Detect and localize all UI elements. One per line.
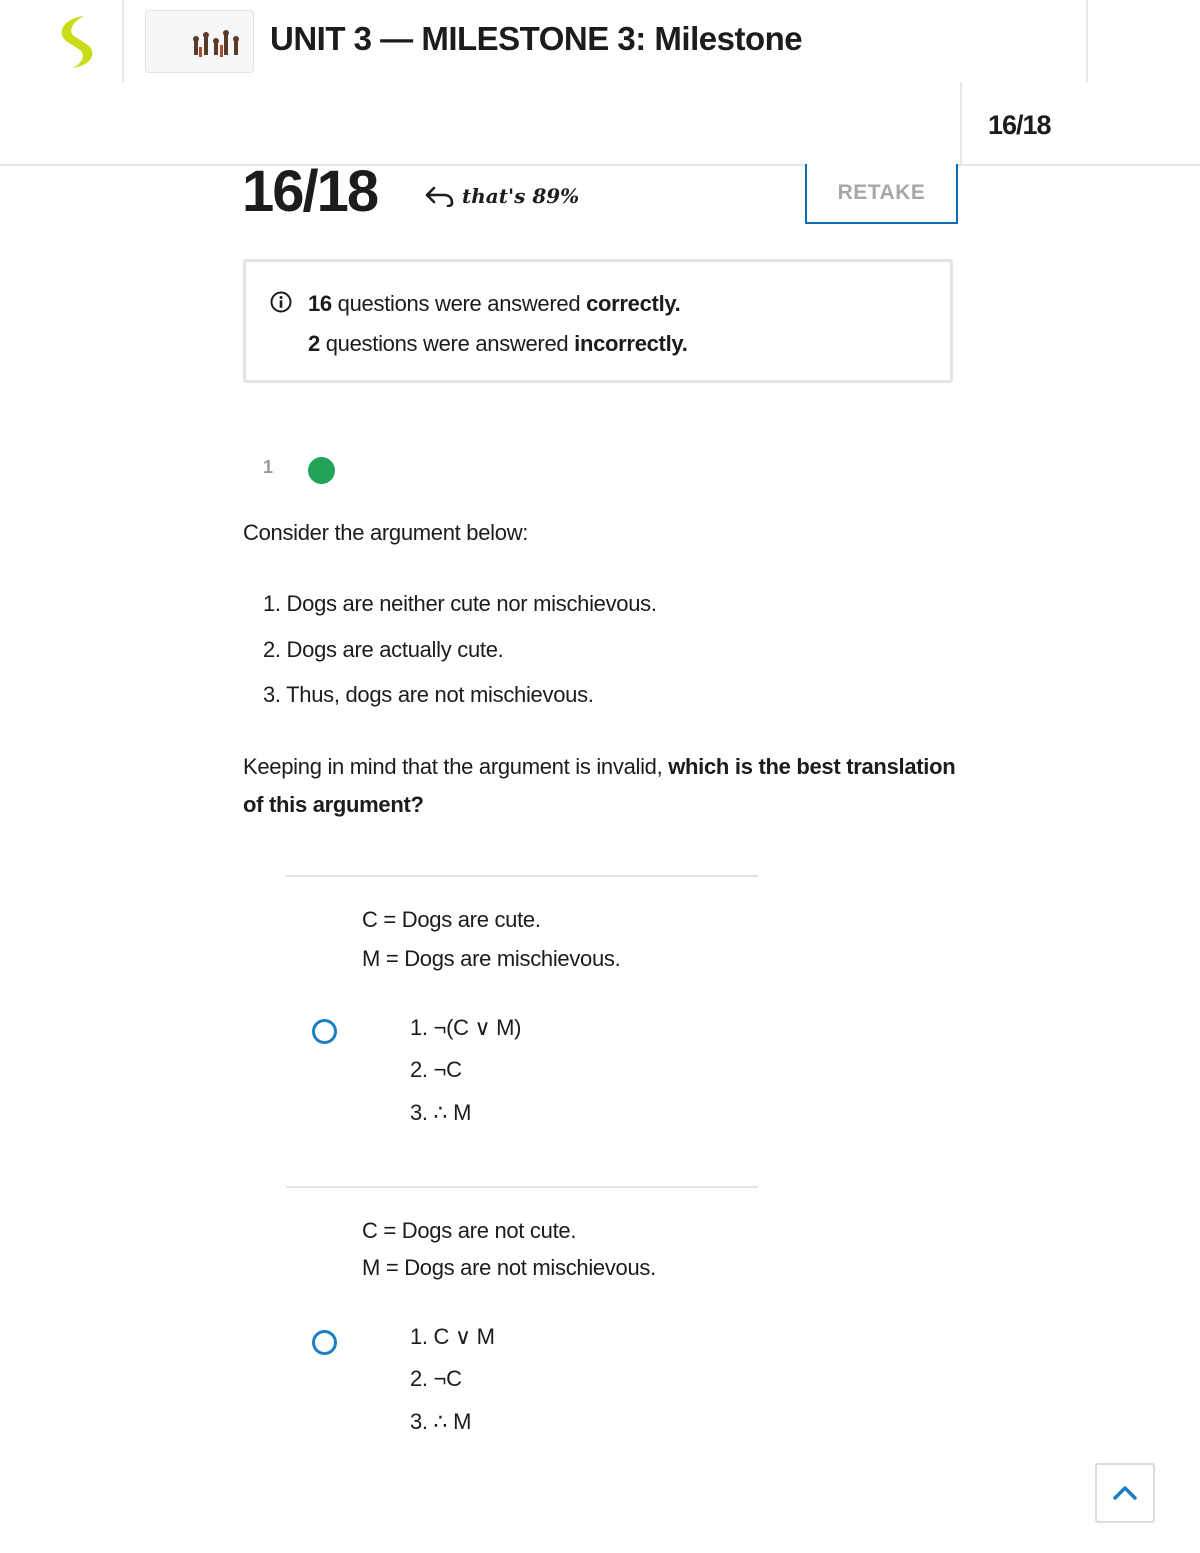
option-1-def-m: M = Dogs are mischievous. — [362, 946, 621, 971]
premise-1: 1. Dogs are neither cute nor mischievous. — [263, 591, 657, 616]
retake-button[interactable]: RETAKE — [805, 164, 958, 224]
percent-label: that's 89% — [462, 184, 580, 208]
incorrect-count: 2 — [308, 331, 320, 356]
option-divider — [286, 875, 758, 877]
option-2-radio[interactable] — [312, 1330, 337, 1355]
score-bar-divider — [960, 82, 962, 164]
score-large: 16/18 — [242, 159, 378, 224]
correct-text: questions were answered — [331, 291, 587, 316]
option-divider — [286, 1186, 758, 1188]
results-summary — [243, 259, 953, 383]
chevron-up-icon — [1112, 1484, 1138, 1502]
chess-pieces-icon — [146, 11, 253, 72]
option-2-step-1: 1. C ∨ M — [410, 1324, 495, 1349]
question-text-bold: which is the best translation of this argument? — [243, 754, 956, 817]
option-2-step-3: 3. ∴ M — [410, 1409, 472, 1434]
option-2-step-2: 2. ¬C — [410, 1366, 462, 1391]
question-text-plain: Keeping in mind that the argument is invalid, — [243, 754, 669, 779]
header-divider — [122, 0, 124, 82]
incorrect-text: questions were answered — [319, 331, 575, 356]
score-percent — [424, 184, 579, 208]
incorrect-word: incorrectly. — [574, 331, 688, 356]
question-number: 1 — [263, 457, 274, 477]
question-prompt: Consider the argument below: — [243, 520, 529, 545]
info-icon — [270, 291, 292, 313]
option-1-radio[interactable] — [312, 1019, 337, 1044]
option-1-step-3: 3. ∴ M — [410, 1100, 472, 1125]
milestone-thumbnail — [145, 10, 254, 73]
option-1-step-1: 1. ¬(C ∨ M) — [410, 1015, 522, 1040]
option-2-def-c: C = Dogs are not cute. — [362, 1218, 577, 1243]
correct-count: 16 — [308, 291, 332, 316]
premise-3: 3. Thus, dogs are not mischievous. — [263, 682, 594, 707]
option-1-def-c: C = Dogs are cute. — [362, 907, 541, 932]
correct-summary — [308, 291, 681, 317]
score-summary: 16/18 — [988, 110, 1051, 140]
curved-arrow-icon — [424, 185, 456, 207]
option-2-def-m: M = Dogs are not mischievous. — [362, 1255, 656, 1280]
top-bar — [0, 0, 1200, 82]
scroll-to-top-button[interactable] — [1095, 1463, 1155, 1523]
question-correct-indicator — [308, 457, 335, 484]
sophia-logo-icon[interactable] — [54, 14, 98, 70]
page-title: UNIT 3 — MILESTONE 3: Milestone — [270, 20, 803, 57]
question-text — [243, 748, 963, 824]
correct-word: correctly. — [586, 291, 681, 316]
premise-2: 2. Dogs are actually cute. — [263, 637, 504, 662]
incorrect-summary — [308, 331, 688, 357]
header-divider-right — [1086, 0, 1088, 82]
option-1-step-2: 2. ¬C — [410, 1057, 462, 1082]
